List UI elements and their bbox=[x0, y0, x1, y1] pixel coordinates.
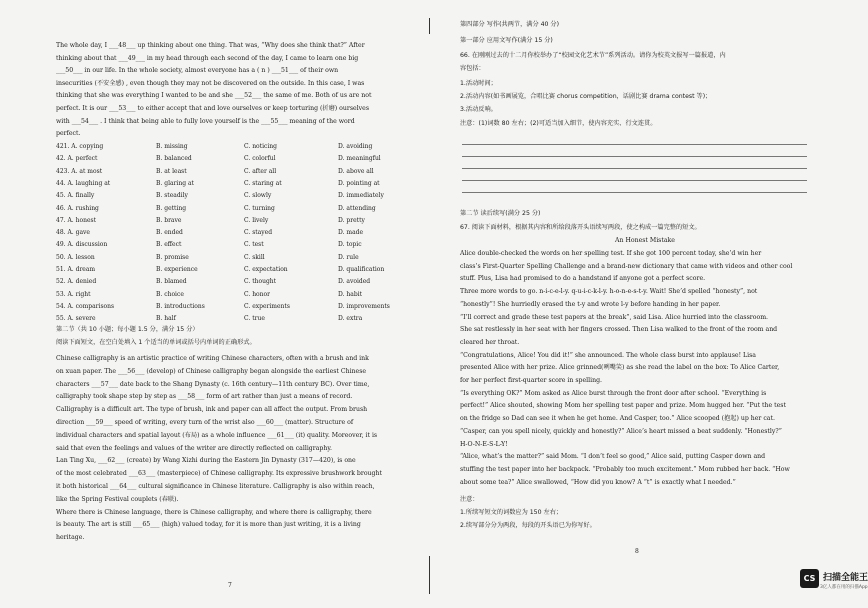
option-a: 52. A. denied bbox=[56, 278, 97, 286]
option-c: C. lively bbox=[244, 216, 269, 224]
passage-line: of the most celebrated ___63___ (masterpiece) of Chinese calligraphy. Its expressive brushwork brought bbox=[56, 470, 382, 478]
passage-line: The whole day, I ___48___ up thinking about one thing. That was, “Why does she think that?” After bbox=[56, 42, 365, 49]
option-c: C. turning bbox=[244, 204, 275, 212]
option-a: 45. A. finally bbox=[56, 192, 95, 200]
option-c: C. colorful bbox=[244, 155, 276, 163]
option-d: D. immediately bbox=[338, 192, 384, 200]
q66-point-2: 2.活动内容(如书画展览，合唱比赛 chorus competition，话剧比赛 drama contest 等)； bbox=[460, 93, 712, 100]
option-b: B. steadily bbox=[156, 192, 188, 200]
passage-line: thinking that she was everything I wanted to be and she ___52___ the same of me. Both of us are not bbox=[56, 92, 372, 100]
option-a: 48. A. gave bbox=[56, 229, 90, 237]
q66-prompt-cont: 容包括： bbox=[460, 65, 485, 72]
option-b: B. introductions bbox=[156, 302, 205, 310]
passage-line: calligraphy took shape step by step as ___58___ form of art rather than just a means of record. bbox=[56, 393, 353, 401]
option-c: C. staring at bbox=[244, 179, 282, 187]
passage-line: said that even the feelings and values of the writer are directly reflected on calligraphy. bbox=[56, 444, 332, 452]
option-a: 50. A. lesson bbox=[56, 253, 95, 261]
passage-line: Chinese calligraphy is an artistic practice of writing Chinese characters, often with a brush and ink bbox=[56, 355, 369, 362]
story-line: stuffing the test paper into her backpack. “Probably too much excitement.” Mom rubbed her back. “How bbox=[460, 465, 790, 473]
q66-note: 注意：(1)词数 80 左右；(2)可适当加入细节，使内容充实、行文连贯。 bbox=[460, 120, 657, 127]
option-b: B. missing bbox=[156, 143, 188, 150]
option-b: B. ended bbox=[156, 229, 183, 237]
option-b: B. at least bbox=[156, 167, 187, 175]
option-b: B. choice bbox=[156, 290, 184, 298]
passage-line: with ___54___ . I think that being able to fully love yourself is the ___55___ meaning of the word bbox=[56, 117, 355, 125]
passage-line: ___50___ in our life. In the whole society, almost everyone has a ( n ) ___51___ of their own bbox=[56, 67, 339, 75]
option-c: C. experiments bbox=[244, 302, 290, 310]
story-line: for her perfect first-quarter score in spelling. bbox=[460, 377, 602, 384]
option-d: D. pretty bbox=[338, 216, 365, 224]
camscanner-logo: CS bbox=[800, 569, 819, 588]
page-number-left: 7 bbox=[228, 582, 232, 589]
option-d: D. habit bbox=[338, 290, 363, 298]
passage-line: insecurities (不安全感) , even though they may not be discovered on the outside. In this case, I was bbox=[56, 79, 365, 87]
option-a: 423. A. at most bbox=[56, 167, 103, 175]
passage-line: on xuan paper. The ___56___ (develop) of Chinese calligraphy began alongside the earliest Chinese bbox=[56, 367, 367, 375]
story-line: about some tea?” Alice swallowed, “How did you know? A “t” is exactly what I needed.” bbox=[460, 478, 736, 486]
answer-line bbox=[462, 156, 807, 157]
note2-line-1: 1.所续写短文的词数应为 150 左右； bbox=[460, 509, 563, 516]
passage-line: is beauty. The art is still ___65___ (high) valued today, for it is more than just writing, it is a living bbox=[56, 521, 361, 529]
note2-line-2: 2.续写部分分为两段，每段的开头语已为你写好。 bbox=[460, 522, 596, 529]
option-a: 55. A. severe bbox=[56, 315, 96, 323]
passage-line: thinking about that ___49___ in my head through each second of the day, I came to learn one big bbox=[56, 54, 359, 62]
option-d: D. rule bbox=[338, 253, 359, 261]
page-right bbox=[430, 0, 860, 608]
story-line: cleared her throat. bbox=[460, 338, 520, 346]
story-line: Three more words to go. n-i-c-e-l-y. q-u-i-c-k-l-y. h-o-n-e-s-t-y. Wait! She’d spelled “honesty”, not bbox=[460, 288, 758, 296]
story-line: “Casper, can you spell nicely, quickly and honestly?” Alice’s heart missed a beat suddenly. “Honestly?” bbox=[460, 427, 782, 435]
option-b: B. effect bbox=[156, 241, 182, 249]
option-d: D. pointing at bbox=[338, 179, 380, 187]
option-b: B. promise bbox=[156, 253, 189, 261]
option-a: 47. A. honest bbox=[56, 216, 96, 224]
answer-line bbox=[462, 168, 807, 169]
section2-instructions: 阅读下面短文，在空白处填入 1 个适当的单词或括号内单词的正确形式。 bbox=[56, 339, 256, 346]
note2-title: 注意： bbox=[460, 496, 479, 503]
option-c: C. expectation bbox=[244, 266, 288, 273]
part4-title: 第四部分 写作(共两节，满分 40 分) bbox=[460, 21, 560, 28]
story-title: An Honest Mistake bbox=[615, 237, 675, 244]
option-c: C. honor bbox=[244, 290, 271, 298]
story-line: Alice double-checked the words on her spelling test. If she got 100 percent today, she’d win her bbox=[460, 250, 762, 257]
section2-writing-title: 第二节 读后续写(满分 25 分) bbox=[460, 210, 541, 217]
option-b: B. blamed bbox=[156, 278, 187, 286]
story-line: “I’ll correct and grade these test papers at the break”, said Lisa. Alice hurried into the classroom. bbox=[460, 313, 769, 321]
option-a: 42. A. perfect bbox=[56, 155, 98, 163]
option-d: D. avoiding bbox=[338, 143, 373, 150]
passage-line: like the Spring Festival couplets (春联). bbox=[56, 495, 179, 503]
option-b: B. half bbox=[156, 315, 176, 323]
story-line: “Alice, what’s the matter?” said Mom. “I don’t feel so good,” Alice said, putting Casper down and bbox=[460, 453, 766, 461]
passage-line: heritage. bbox=[56, 534, 85, 542]
story-line: She sat restlessly in her seat with her fingers crossed. Then Lisa walked to the front of the room and bbox=[460, 326, 778, 334]
story-line: “Congratulations, Alice! You did it!” she announced. The whole class burst into applause! Lisa bbox=[460, 351, 756, 359]
story-line: on the fridge so Dad can see it when he get home. And Casper, too.” Alice scooped (抱起) up her cat. bbox=[460, 415, 775, 423]
option-d: D. qualification bbox=[338, 266, 385, 273]
option-a: 53. A. right bbox=[56, 290, 91, 298]
option-a: 46. A. rushing bbox=[56, 204, 99, 212]
option-b: B. glaring at bbox=[156, 179, 194, 187]
option-c: C. after all bbox=[244, 167, 277, 175]
page-number-right: 8 bbox=[635, 548, 639, 555]
answer-line bbox=[462, 180, 807, 181]
option-d: D. extra bbox=[338, 315, 363, 323]
option-c: C. thought bbox=[244, 278, 277, 286]
option-a: 54. A. comparisons bbox=[56, 302, 115, 310]
option-d: D. attending bbox=[338, 204, 376, 212]
answer-line bbox=[462, 144, 807, 145]
option-c: C. slowly bbox=[244, 192, 272, 200]
story-line: “honestly”! She hurriedly erased the t-y and wrote l-y before handing in her paper. bbox=[460, 300, 721, 308]
passage-line: individual characters and spatial layout (布局) as a whole influence ___61___ (it) quality. Moreover, it is bbox=[56, 431, 378, 439]
camscanner-name: 扫描全能王 bbox=[823, 573, 868, 583]
passage-line: perfect. It is our ___53___ to either accept that and love ourselves or keep torturing (折磨) ourselves bbox=[56, 105, 370, 112]
option-a: 421. A. copying bbox=[56, 143, 104, 150]
option-d: D. made bbox=[338, 229, 364, 237]
story-line: presented Alice with her prize. Alice grinned(咧嘴笑) as she read the label on the box: To Alice Carter, bbox=[460, 364, 780, 372]
option-c: C. true bbox=[244, 315, 265, 323]
q66-point-1: 1.活动时间； bbox=[460, 80, 497, 87]
option-b: B. getting bbox=[156, 204, 187, 212]
option-c: C. stayed bbox=[244, 229, 273, 237]
camscanner-tagline: 3亿人都在用的扫描App bbox=[820, 585, 868, 590]
option-d: D. meaningful bbox=[338, 155, 381, 163]
option-d: D. above all bbox=[338, 167, 374, 175]
story-line: class’s First-Quarter Spelling Challenge and a brand-new dictionary that came with videos and other cool bbox=[460, 262, 793, 270]
passage-line: characters ___57___ date back to the Shang Dynasty (c. 16th century—11th century BC). Over time, bbox=[56, 380, 370, 388]
story-line: “Is everything OK?” Mom asked as Alice burst through the front door after school. “Everything is bbox=[460, 389, 767, 397]
passage-line: Lan Ting Xu, ___62___ (create) by Wang Xizhi during the Eastern Jin Dynasty (317—420), is one bbox=[56, 457, 356, 465]
q66-prompt: 66. 在刚刚过去的十二月你校举办了“校园文化艺术节”系列活动。请你为校英文报写一篇报道，内 bbox=[460, 52, 726, 59]
option-d: D. topic bbox=[338, 241, 362, 249]
passage-line: direction ___59___ speed of writing, every turn of the wrist also ___60___ (matter). Structure of bbox=[56, 419, 354, 426]
option-c: C. skill bbox=[244, 253, 265, 261]
option-b: B. brave bbox=[156, 216, 182, 224]
section1-title: 第一部分 应用文写作(满分 15 分) bbox=[460, 37, 553, 44]
option-c: C. test bbox=[244, 241, 264, 249]
option-a: 49. A. discussion bbox=[56, 241, 108, 249]
page-left bbox=[0, 0, 430, 608]
passage-line: Where there is Chinese language, there is Chinese calligraphy, and where there is calligraphy, there bbox=[56, 508, 372, 516]
story-line: perfect!” Alice shouted, showing Mom her spelling test paper and prize. Mom hugged her. “Put the test bbox=[460, 402, 786, 410]
option-a: 44. A. laughing at bbox=[56, 179, 111, 187]
option-d: D. improvements bbox=[338, 302, 390, 310]
passage-line: it both historical ___64___ cultural significance in Chinese literature. Calligraphy is also within reach, bbox=[56, 483, 375, 490]
story-line: H-O-N-E-S-L-Y! bbox=[460, 440, 508, 448]
option-b: B. experience bbox=[156, 266, 198, 273]
section2-title: 第二节（共 10 小题；每小题 1.5 分，满分 15 分） bbox=[56, 326, 199, 333]
option-a: 51. A. dream bbox=[56, 266, 96, 273]
story-line: stuff. Plus, Lisa had promised to do a handstand if anyone got a perfect score. bbox=[460, 275, 706, 283]
passage-line: perfect. bbox=[56, 130, 81, 138]
option-b: B. balanced bbox=[156, 155, 192, 163]
answer-line bbox=[462, 192, 807, 193]
option-c: C. noticing bbox=[244, 143, 277, 150]
q66-point-3: 3.活动反响。 bbox=[460, 106, 497, 113]
option-d: D. avoided bbox=[338, 278, 371, 286]
passage-line: Calligraphy is a difficult art. The type of brush, ink and paper can all affect the output. From brush bbox=[56, 406, 368, 414]
q67-prompt: 67. 阅读下面材料，根据其内容和所给段落开头语续写两段，使之构成一篇完整的短文。 bbox=[460, 224, 701, 231]
